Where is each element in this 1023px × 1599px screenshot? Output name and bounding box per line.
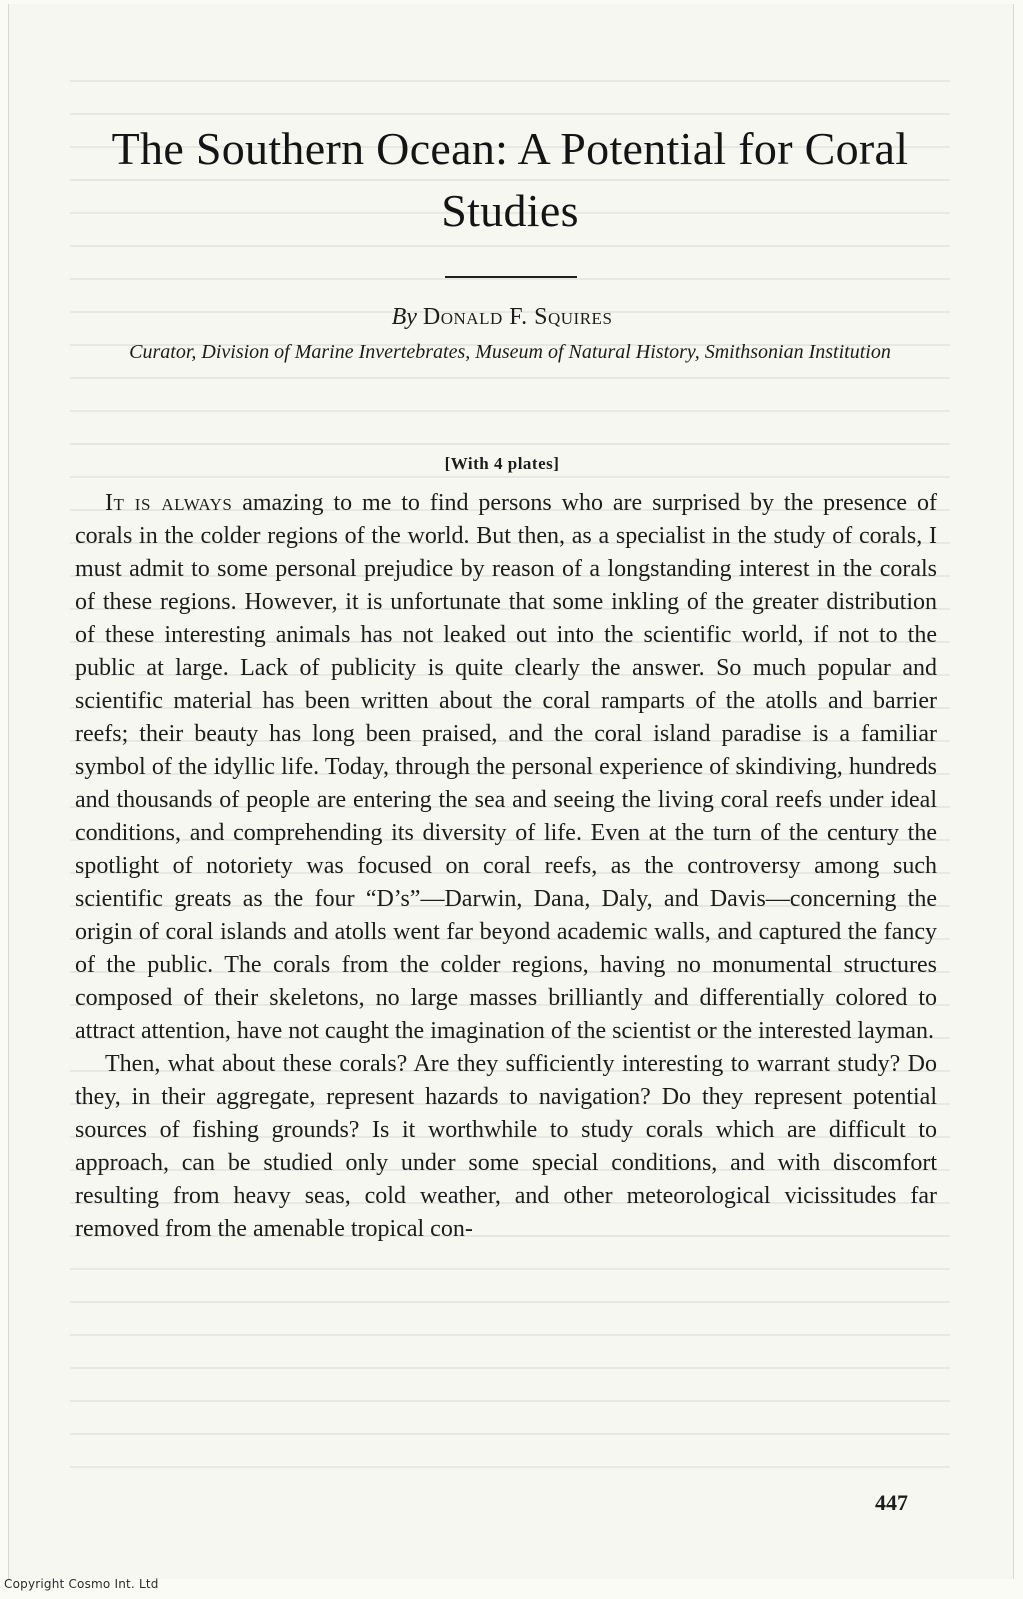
plates-note: [With 4 plates] [444, 454, 560, 473]
article-body [75, 487, 937, 1246]
lead-in-small-caps: It is always [105, 490, 233, 516]
byline-prefix: By [391, 304, 417, 330]
article-title: The Southern Ocean: A Potential for Coral Studies [111, 123, 909, 236]
paragraph-2: Then, what about these corals? Are they sufficiently interesting to warrant study? Do they, in their aggregate, represent hazards to navigation? Do they represent potential sources of fishing grounds? Is it worthwhile to study corals which are difficult to approach, can be studied only under some special conditions, and with discomfort resulting from heavy seas, cold weather, and other meteorological vicissitudes far removed from the amenable tropical con- [75, 1051, 937, 1242]
page-number: 447 [875, 1490, 908, 1515]
copyright-notice: Copyright Cosmo Int. Ltd [4, 1577, 159, 1591]
author-name: Donald F. Squires [422, 304, 613, 330]
byline [0, 302, 1004, 332]
paragraph-1 [75, 487, 937, 1048]
paragraph-1-text: amazing to me to find persons who are surprised by the presence of corals in the colder regions of the world. But then, as a specialist in the study of corals, I must admit to some personal prejudice by reason of a longstanding interest in the corals of these regions. However, it is unfortunate that some inkling of the greater distribution of these interesting animals has not leaked out into the scientific world, if not to the public at large. Lack of publicity is quite clearly the answer. So much popular and scientific material has been written about the coral ramparts of the atolls and barrier reefs; their beauty has long been praised, and the coral island paradise is a familiar symbol of the idyllic life. Today, through the personal experience of skindiving, hundreds and thousands of people are entering the sea and seeing the living coral reefs under ideal conditions, and comprehending its diversity of life. Even at the turn of the century the spotlight of notoriety was focused on coral reefs, as the controversy among such scientific greats as the four “D’s”—Darwin, Dana, Daly, and Davis—concerning the origin of coral islands and atolls went far beyond academic walls, and captured the fancy of the public. The corals from the colder regions, having no monumental structures composed of their skeletons, no large masses brilliantly and differentially colored to attract attention, have not caught the imagination of the scientist or the interested layman. [75, 490, 937, 1044]
author-affiliation: Curator, Division of Marine Invertebrates, Museum of Natural History, Smithsonian Institution [129, 341, 891, 363]
title-rule [445, 276, 577, 278]
